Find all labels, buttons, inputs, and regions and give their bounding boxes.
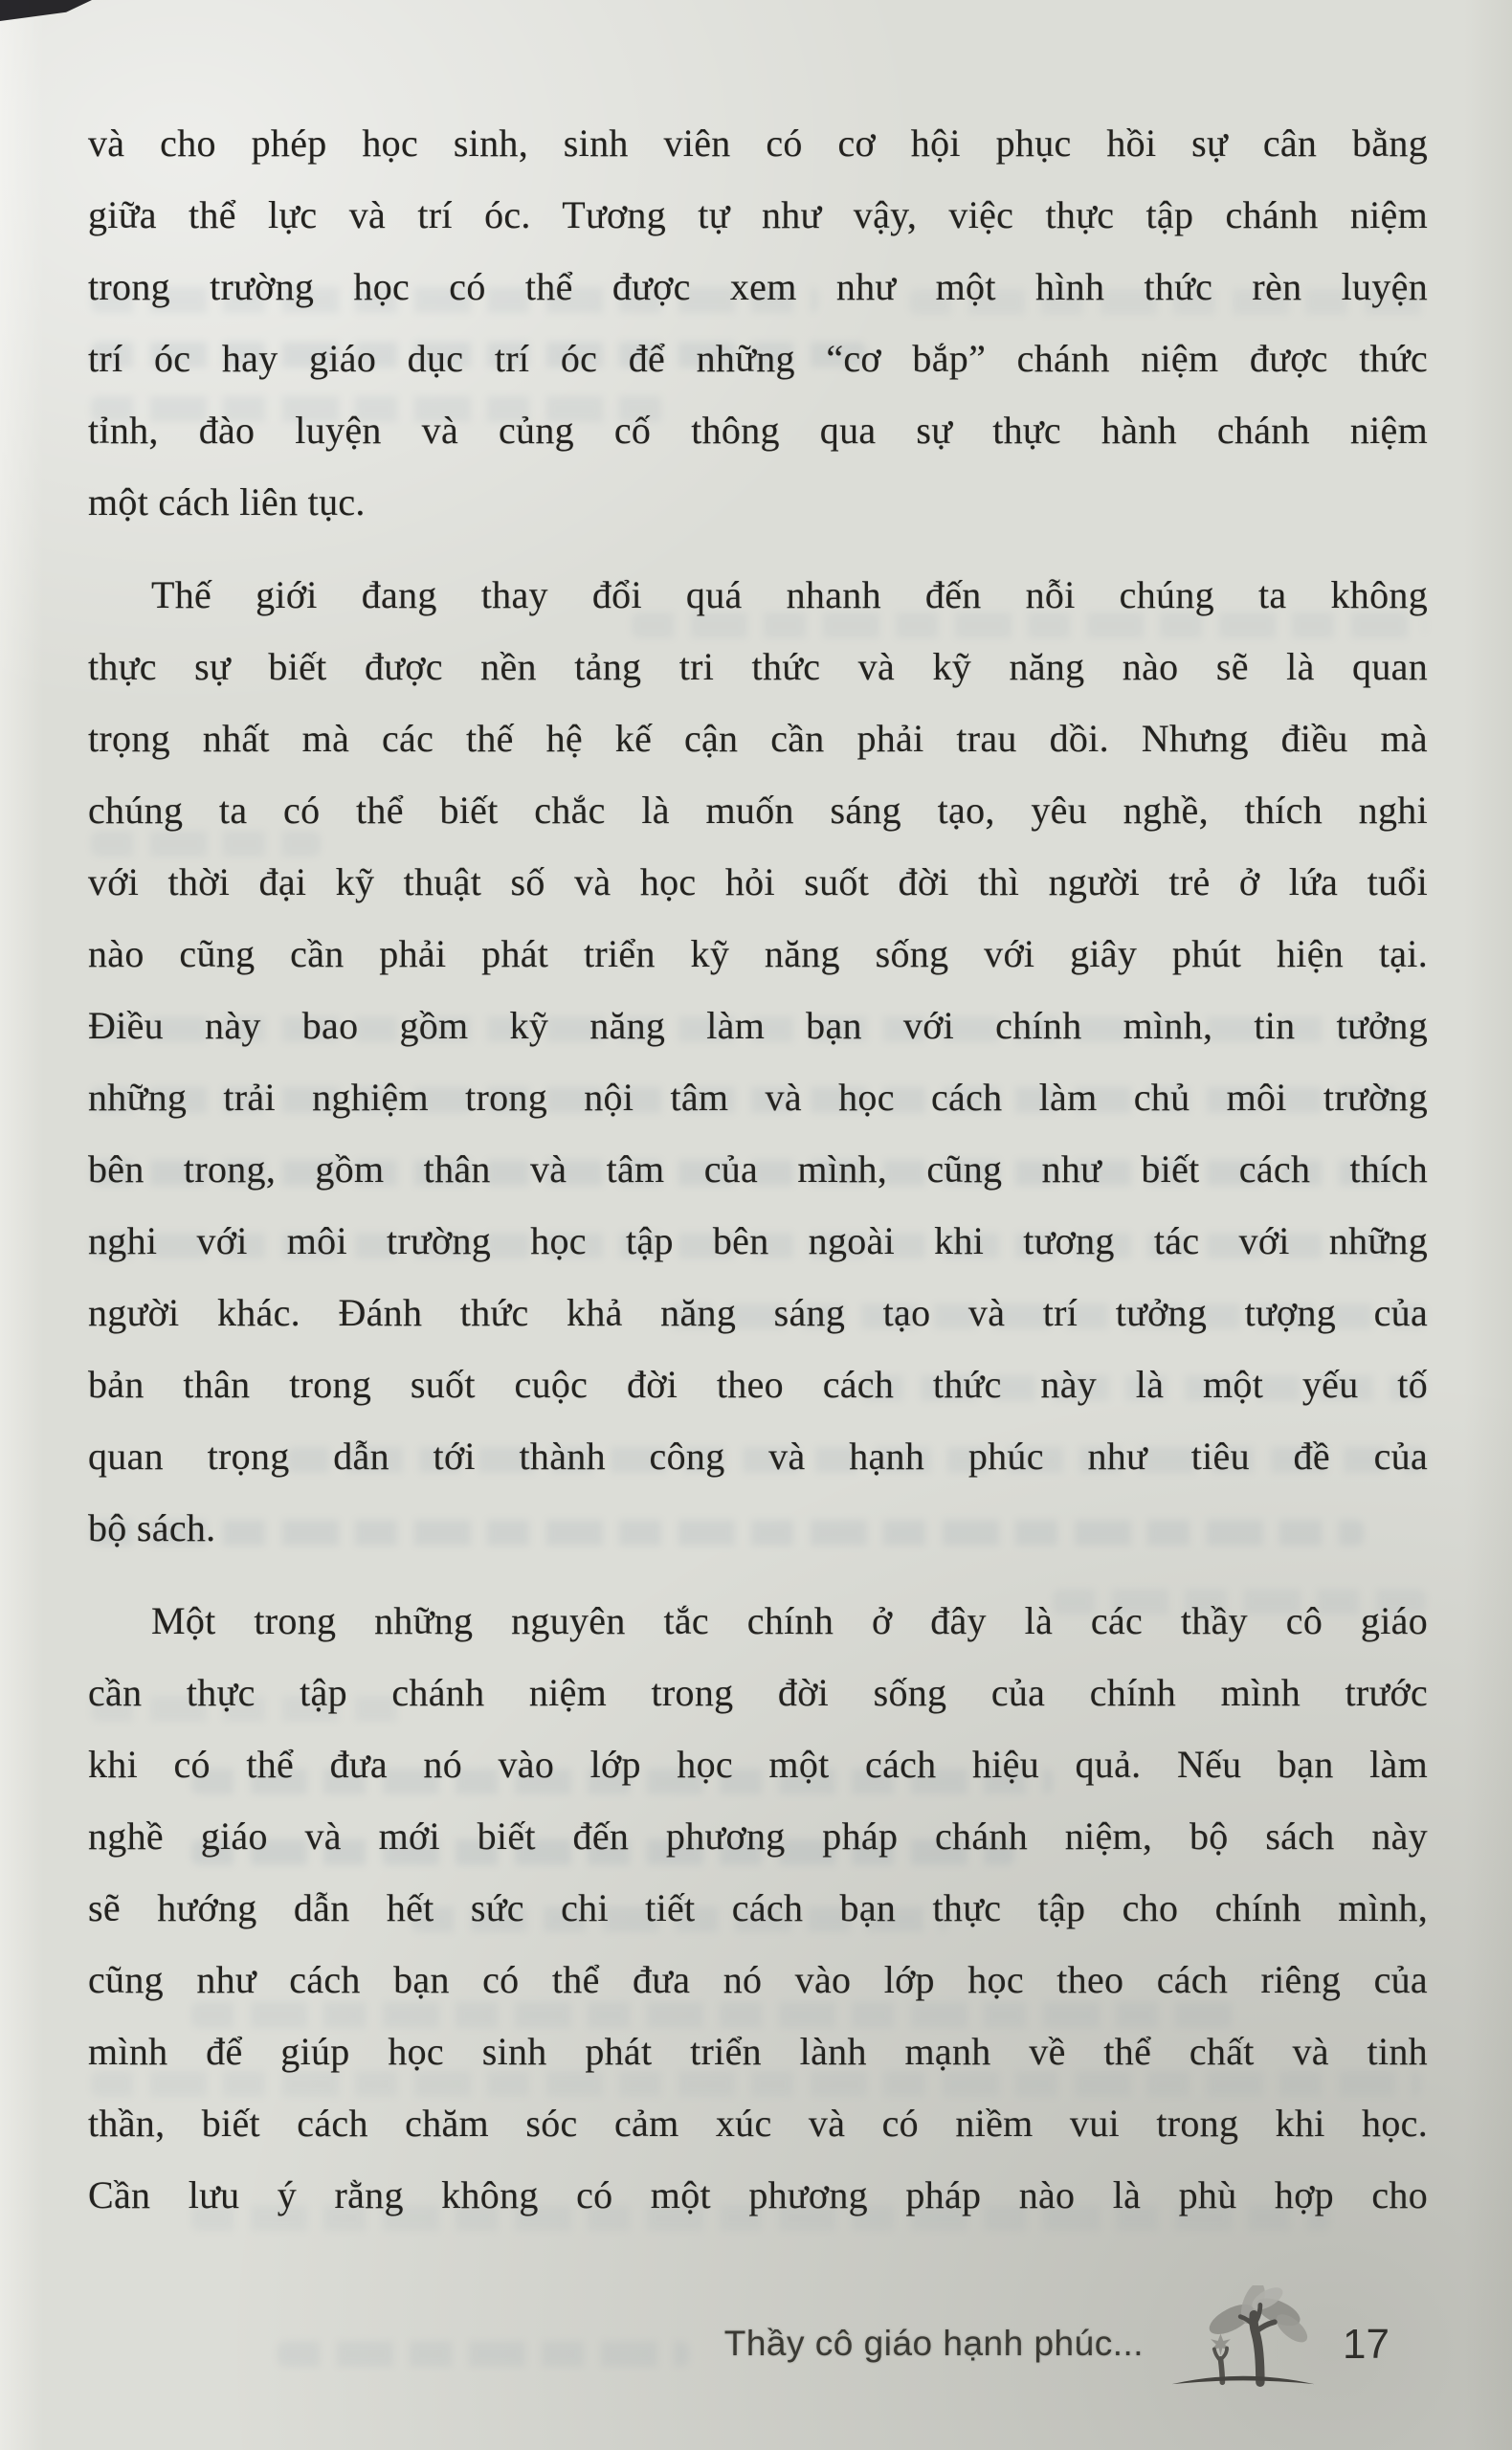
text-line: thần, biết cách chăm sóc cảm xúc và có niềm vui trong khi học. xyxy=(88,2102,1428,2145)
text-line: chúng ta có thể biết chắc là muốn sáng tạo, yêu nghề, thích nghi xyxy=(88,789,1428,832)
text-line: khi có thể đưa nó vào lớp học một cách hiệu quả. Nếu bạn làm xyxy=(88,1743,1428,1786)
text-line: bên trong, gồm thân và tâm của mình, cũng như biết cách thích xyxy=(88,1147,1428,1191)
bleedthrough-artifact xyxy=(278,2341,689,2367)
body-text xyxy=(88,107,1428,2231)
text-line: Một trong những nguyên tắc chính ở đây là các thầy cô giáo xyxy=(151,1599,1428,1642)
text-line: nào cũng cần phải phát triển kỹ năng sống với giây phút hiện tại. xyxy=(88,932,1428,975)
text-line: quan trọng dẫn tới thành công và hạnh phúc như tiêu đề của xyxy=(88,1435,1428,1478)
text-line: Cần lưu ý rằng không có một phương pháp nào là phù hợp cho xyxy=(88,2173,1428,2216)
text-line: người khác. Đánh thức khả năng sáng tạo và trí tưởng tượng của xyxy=(88,1291,1428,1334)
text-line: trí óc hay giáo dục trí óc để những “cơ bắp” chánh niệm được thức xyxy=(88,337,1428,380)
text-line: cần thực tập chánh niệm trong đời sống của chính mình trước xyxy=(88,1671,1428,1714)
text-line: bản thân trong suốt cuộc đời theo cách thức này là một yếu tố xyxy=(88,1363,1428,1406)
page-footer xyxy=(724,2285,1390,2396)
page-number: 17 xyxy=(1343,2321,1390,2368)
text-line: trọng nhất mà các thế hệ kế cận cần phải trau dồi. Nhưng điều mà xyxy=(88,717,1428,760)
running-title: Thầy cô giáo hạnh phúc... xyxy=(723,2324,1145,2363)
text-line: thực sự biết được nền tảng tri thức và kỹ năng nào sẽ là quan xyxy=(88,645,1428,688)
text-line: mình để giúp học sinh phát triển lành mạnh về thể chất và tinh xyxy=(88,2030,1428,2073)
tree-logo-icon xyxy=(1167,2285,1320,2396)
text-line: trong trường học có thể được xem như một hình thức rèn luyện xyxy=(88,265,1428,308)
text-line: sẽ hướng dẫn hết sức chi tiết cách bạn thực tập cho chính mình, xyxy=(88,1886,1428,1929)
paragraph xyxy=(88,107,1428,538)
paragraph xyxy=(88,1585,1428,2231)
text-line: Thế giới đang thay đổi quá nhanh đến nỗi chúng ta không xyxy=(151,573,1428,616)
text-line: những trải nghiệm trong nội tâm và học cách làm chủ môi trường xyxy=(88,1076,1428,1119)
text-line: bộ sách. xyxy=(88,1506,216,1549)
text-line: với thời đại kỹ thuật số và học hỏi suốt đời thì người trẻ ở lứa tuổi xyxy=(88,860,1428,903)
text-line: giữa thể lực và trí óc. Tương tự như vậy, việc thực tập chánh niệm xyxy=(88,193,1428,236)
scan-edge-artifact xyxy=(0,0,92,21)
text-line: tỉnh, đào luyện và củng cố thông qua sự thực hành chánh niệm xyxy=(88,409,1428,452)
text-line: nghi với môi trường học tập bên ngoài khi tương tác với những xyxy=(88,1219,1428,1262)
text-line: một cách liên tục. xyxy=(88,480,366,523)
text-line: nghề giáo và mới biết đến phương pháp chánh niệm, bộ sách này xyxy=(88,1815,1428,1858)
text-line: cũng như cách bạn có thể đưa nó vào lớp học theo cách riêng của xyxy=(88,1958,1428,2001)
paragraph xyxy=(88,559,1428,1564)
text-line: Điều này bao gồm kỹ năng làm bạn với chính mình, tin tưởng xyxy=(88,1004,1428,1047)
text-line: và cho phép học sinh, sinh viên có cơ hội phục hồi sự cân bằng xyxy=(88,122,1428,165)
